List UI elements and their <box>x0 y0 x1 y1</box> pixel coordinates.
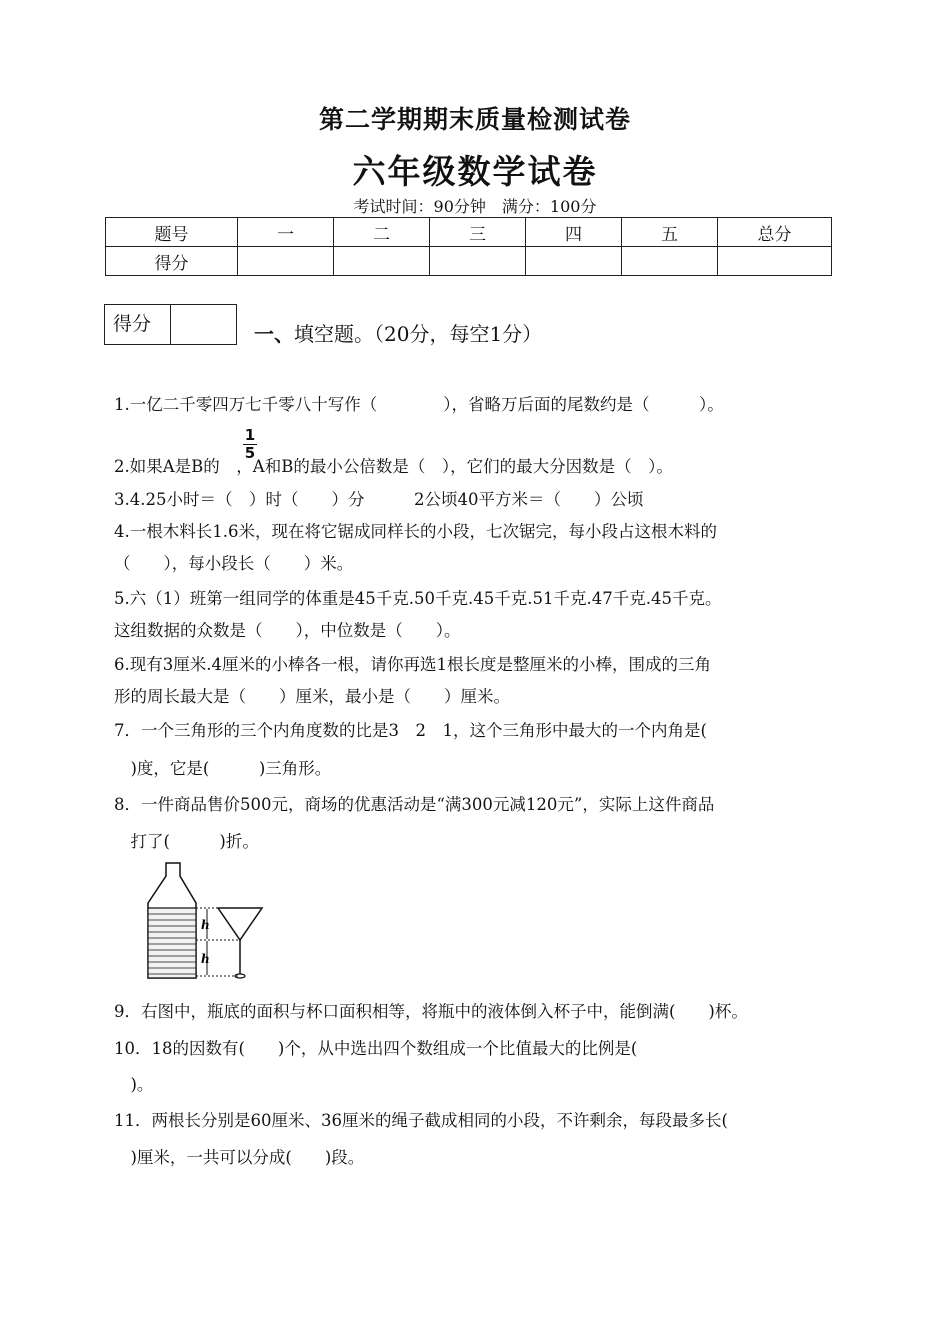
question-10-line-2: )。 <box>114 1075 154 1094</box>
question-3: 3.4.25小时＝（ ）时（ ）分 2公顷40平方米＝（ ）公顷 <box>114 490 644 509</box>
bottle-and-glass-figure <box>136 858 266 983</box>
bottle-liquid <box>148 908 196 978</box>
question-9: 9．右图中，瓶底的面积与杯口面积相等，将瓶中的液体倒入杯子中，能倒满( )杯。 <box>114 1002 748 1021</box>
fraction-numerator: 1 <box>244 426 256 444</box>
section-number: 一、 <box>254 322 294 346</box>
section-score-box <box>104 304 237 345</box>
question-6-line-1: 6.现有3厘米.4厘米的小棒各一根，请你再选1根长度是整厘米的小棒，围成的三角 <box>114 655 711 674</box>
glass-cup <box>218 908 262 940</box>
question-7-line-2: )度，它是( )三角形。 <box>114 759 332 778</box>
score-cell[interactable] <box>718 247 832 276</box>
height-label-upper: h <box>201 918 210 932</box>
question-2: 2.如果A是B的 ，A和B的最小公倍数是（ ），它们的最大分因数是（ ）。 <box>114 457 673 476</box>
score-cell[interactable] <box>334 247 430 276</box>
score-header-cell: 总分 <box>718 218 832 247</box>
score-header-cell: 题号 <box>106 218 238 247</box>
section-heading-text: 填空题。（20分，每空1分） <box>294 322 543 346</box>
question-5-line-2: 这组数据的众数是（ ），中位数是（ ）。 <box>114 621 461 640</box>
question-4-line-1: 4.一根木料长1.6米，现在将它锯成同样长的小段，七次锯完，每小段占这根木料的 <box>114 522 717 541</box>
question-8-line-2: 打了( )折。 <box>114 832 259 851</box>
question-4-line-2: （ ），每小段长（ ）米。 <box>114 554 354 573</box>
score-header-cell: 一 <box>238 218 334 247</box>
question-1: 1.一亿二千零四万七千零八十写作（ ），省略万后面的尾数约是（ ）。 <box>114 395 724 414</box>
fraction-denominator: 5 <box>244 444 256 462</box>
section-score-label: 得分 <box>105 305 171 344</box>
height-label-lower: h <box>201 952 210 966</box>
question-11-line-1: 11．两根长分别是60厘米、36厘米的绳子截成相同的小段，不许剩余，每段最多长( <box>114 1111 728 1130</box>
section-title <box>254 318 542 347</box>
score-cell[interactable] <box>430 247 526 276</box>
question-10-line-1: 10．18的因数有( )个，从中选出四个数组成一个比值最大的比例是( <box>114 1039 638 1058</box>
question-8-line-1: 8．一件商品售价500元，商场的优惠活动是“满300元减120元”，实际上这件商品 <box>114 795 715 814</box>
score-table-header-row <box>106 218 832 247</box>
score-cell[interactable] <box>238 247 334 276</box>
question-5-line-1: 5.六（1）班第一组同学的体重是45千克.50千克.45千克.51千克.47千克.45千克。 <box>114 589 722 608</box>
exam-subtitle: 第二学期期末质量检测试卷 <box>318 105 631 134</box>
score-cell[interactable] <box>622 247 718 276</box>
score-table <box>105 217 832 276</box>
score-table-score-row <box>106 247 832 276</box>
question-11-line-2: )厘米，一共可以分成( )段。 <box>114 1148 365 1167</box>
exam-title: 六年级数学试卷 <box>352 152 598 191</box>
score-header-cell: 四 <box>526 218 622 247</box>
question-7-line-1: 7．一个三角形的三个内角度数的比是3 2 1，这个三角形中最大的一个内角是( <box>114 721 707 740</box>
question-6-line-2: 形的周长最大是（ ）厘米，最小是（ ）厘米。 <box>114 687 510 706</box>
score-header-cell: 三 <box>430 218 526 247</box>
score-header-cell: 二 <box>334 218 430 247</box>
score-cell[interactable] <box>526 247 622 276</box>
score-header-cell: 五 <box>622 218 718 247</box>
exam-info: 考试时间：90分钟 满分：100分 <box>353 197 597 216</box>
score-row-label: 得分 <box>106 247 238 276</box>
